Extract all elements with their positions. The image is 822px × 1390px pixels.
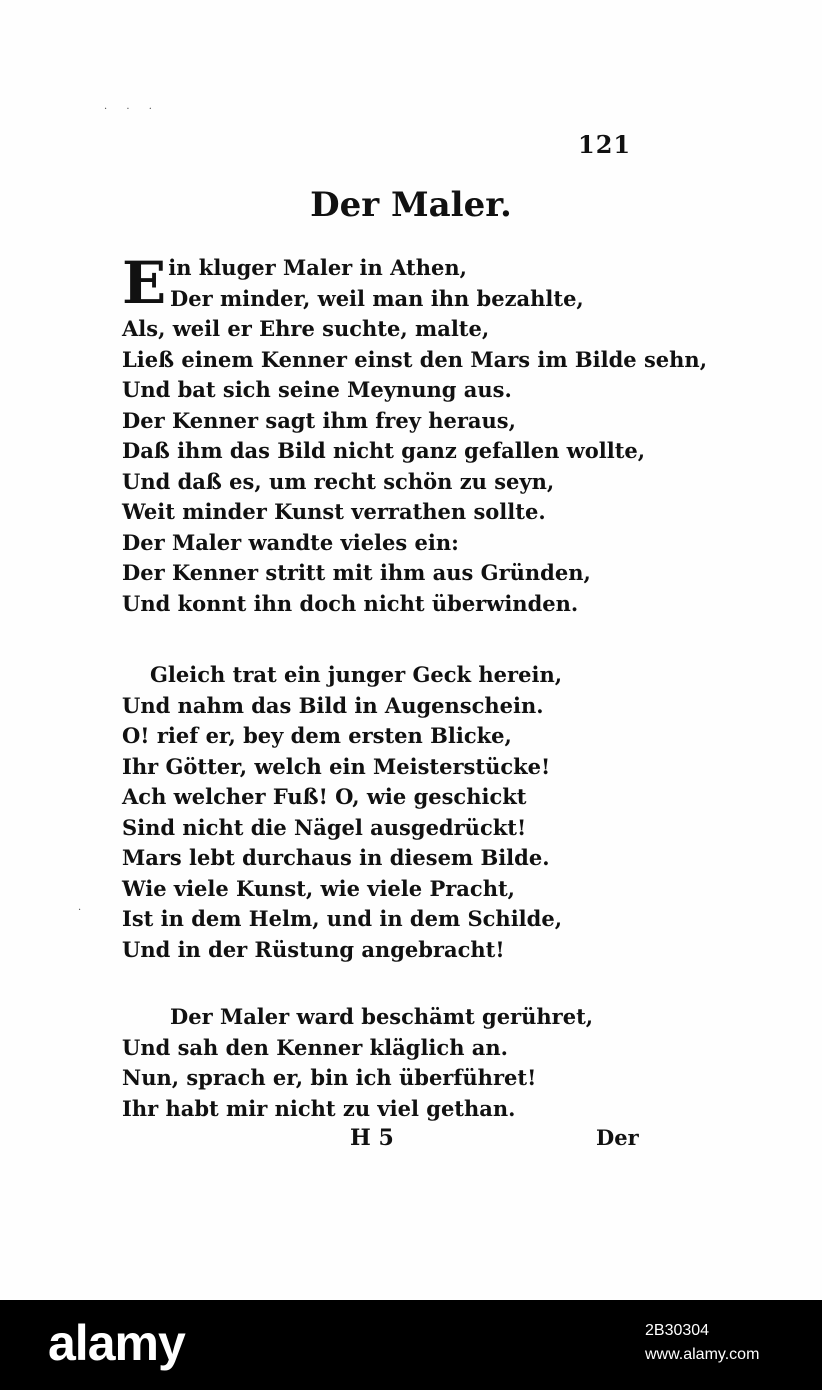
poem-line: Gleich trat ein junger Geck herein, xyxy=(150,662,563,687)
poem-line: Und daß es, um recht schön zu seyn, xyxy=(122,468,555,494)
poem-line: Der Kenner sagt ihm frey heraus, xyxy=(122,407,516,433)
poem-line: Und nahm das Bild in Augenschein. xyxy=(122,692,544,718)
poem-line: Der Maler ward beschämt gerühret, xyxy=(170,1004,594,1029)
stanza-1 xyxy=(122,249,708,619)
poem-line: Und in der Rüstung angebracht! xyxy=(122,936,505,962)
stanza-3 xyxy=(122,1002,593,1124)
poem-line: Der minder, weil man ihn bezahlte, xyxy=(170,285,584,311)
drop-cap: E xyxy=(122,249,167,317)
watermark-logo: alamy xyxy=(48,1315,185,1371)
poem-line: Der Maler wandte vieles ein: xyxy=(122,529,459,555)
signature-mark: H 5 xyxy=(350,1125,394,1151)
poem-line: Ließ einem Kenner einst den Mars im Bilde sehn, xyxy=(122,346,708,372)
poem-line: Und konnt ihn doch nicht überwinden. xyxy=(122,590,579,616)
poem-line: Und sah den Kenner kläglich an. xyxy=(122,1034,508,1060)
stanza-2 xyxy=(122,660,562,965)
poem-line: Mars lebt durchaus in diesem Bilde. xyxy=(122,845,550,870)
poem-line: Ihr habt mir nicht zu viel gethan. xyxy=(122,1095,516,1121)
catchword: Der xyxy=(596,1125,639,1150)
poem-line: Der Kenner stritt mit ihm aus Gründen, xyxy=(122,560,591,585)
poem-line: Weit minder Kunst verrathen sollte. xyxy=(122,499,546,524)
watermark-image-id: 2B30304 xyxy=(645,1322,710,1339)
paper-speck: · xyxy=(78,905,82,916)
poem-line: Nun, sprach er, bin ich überführet! xyxy=(122,1065,537,1090)
poem-line: Wie viele Kunst, wie viele Pracht, xyxy=(122,875,515,901)
poem-line: Ach welcher Fuß! O, wie geschickt xyxy=(122,784,527,809)
poem-line: Ein kluger Maler in Athen, xyxy=(122,249,467,317)
page-number: 121 xyxy=(578,130,632,159)
watermark-site-url: www.alamy.com xyxy=(645,1346,760,1363)
poem-line: Daß ihm das Bild nicht ganz gefallen wollte, xyxy=(122,438,646,463)
poem-line: Als, weil er Ehre suchte, malte, xyxy=(122,316,490,341)
poem-title: Der Maler. xyxy=(310,185,512,225)
poem-line: Ihr Götter, welch ein Meisterstücke! xyxy=(122,753,551,779)
poem-line: Und bat sich seine Meynung aus. xyxy=(122,377,512,402)
poem-line: Sind nicht die Nägel ausgedrückt! xyxy=(122,814,527,840)
poem-line: Ist in dem Helm, und in dem Schilde, xyxy=(122,906,563,931)
poem-line: O! rief er, bey dem ersten Blicke, xyxy=(122,723,512,748)
paper-specks: · · · xyxy=(104,104,160,115)
